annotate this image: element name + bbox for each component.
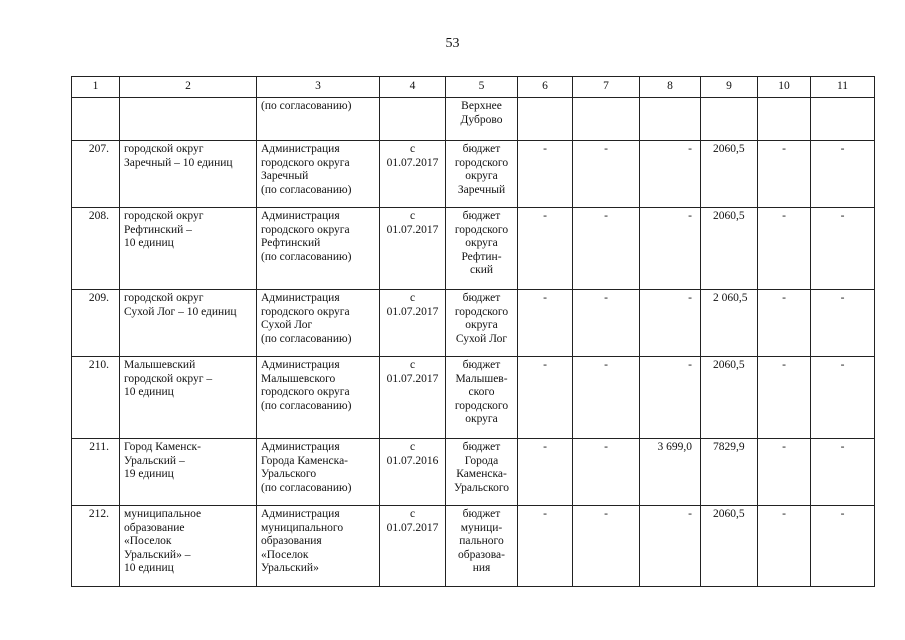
object-name: Город Каменск- Уральский – 19 единиц (120, 439, 257, 506)
header-cell: 11 (811, 77, 875, 98)
value-col-6: - (518, 290, 573, 357)
budget-table (71, 76, 875, 587)
funding-source: бюджет городского округа Рефтин- ский (446, 208, 518, 290)
value-col-10: - (758, 439, 811, 506)
value-col-11: - (811, 506, 875, 587)
funding-source: бюджет Города Каменска- Уральского (446, 439, 518, 506)
value-col-9: 7829,9 (701, 439, 758, 506)
value-col-7: - (573, 357, 640, 439)
value-col-6: - (518, 141, 573, 208)
start-date: с 01.07.2016 (380, 439, 446, 506)
table-row (72, 98, 875, 141)
value-col-6 (518, 98, 573, 141)
value-col-11: - (811, 141, 875, 208)
header-row (72, 77, 875, 98)
header-cell: 2 (120, 77, 257, 98)
value-col-9: 2060,5 (701, 141, 758, 208)
table-row (72, 439, 875, 506)
page-number: 53 (445, 36, 460, 51)
object-name (120, 98, 257, 141)
table-row (72, 290, 875, 357)
value-col-6: - (518, 439, 573, 506)
value-col-8: - (640, 290, 701, 357)
table-row (72, 141, 875, 208)
value-col-9: 2 060,5 (701, 290, 758, 357)
table-row (72, 357, 875, 439)
object-name: городской округ Заречный – 10 единиц (120, 141, 257, 208)
executor: Администрация Малышевского городского округа (по согласованию) (257, 357, 380, 439)
value-col-6: - (518, 208, 573, 290)
row-number: 209. (72, 290, 120, 357)
value-col-6: - (518, 357, 573, 439)
start-date: с 01.07.2017 (380, 357, 446, 439)
value-col-8 (640, 98, 701, 141)
start-date: с 01.07.2017 (380, 208, 446, 290)
value-col-9 (701, 98, 758, 141)
table-row (72, 208, 875, 290)
row-number: 207. (72, 141, 120, 208)
value-col-10: - (758, 141, 811, 208)
value-col-11 (811, 98, 875, 141)
start-date (380, 98, 446, 141)
value-col-7: - (573, 506, 640, 587)
funding-source: бюджет муници- пального образова- ния (446, 506, 518, 587)
value-col-11: - (811, 357, 875, 439)
start-date: с 01.07.2017 (380, 141, 446, 208)
row-number: 212. (72, 506, 120, 587)
value-col-10: - (758, 506, 811, 587)
object-name: городской округ Сухой Лог – 10 единиц (120, 290, 257, 357)
header-cell: 5 (446, 77, 518, 98)
value-col-9: 2060,5 (701, 506, 758, 587)
header-cell: 1 (72, 77, 120, 98)
value-col-10: - (758, 290, 811, 357)
start-date: с 01.07.2017 (380, 290, 446, 357)
funding-source: бюджет Малышев- ского городского округа (446, 357, 518, 439)
executor: Администрация муниципального образования «Поселок Уральский» (257, 506, 380, 587)
value-col-7: - (573, 208, 640, 290)
header-cell: 4 (380, 77, 446, 98)
value-col-11: - (811, 439, 875, 506)
funding-source: Верхнее Дуброво (446, 98, 518, 141)
row-number (72, 98, 120, 141)
header-cell: 3 (257, 77, 380, 98)
value-col-9: 2060,5 (701, 357, 758, 439)
value-col-8: - (640, 357, 701, 439)
value-col-7: - (573, 439, 640, 506)
object-name: городской округ Рефтинский – 10 единиц (120, 208, 257, 290)
executor: Администрация городского округа Рефтинский (по согласованию) (257, 208, 380, 290)
header-cell: 8 (640, 77, 701, 98)
header-cell: 6 (518, 77, 573, 98)
funding-source: бюджет городского округа Сухой Лог (446, 290, 518, 357)
value-col-10 (758, 98, 811, 141)
value-col-8: - (640, 208, 701, 290)
executor: Администрация городского округа Сухой Лог (по согласованию) (257, 290, 380, 357)
header-cell: 7 (573, 77, 640, 98)
funding-source: бюджет городского округа Заречный (446, 141, 518, 208)
start-date: с 01.07.2017 (380, 506, 446, 587)
value-col-11: - (811, 290, 875, 357)
executor: Администрация Города Каменска- Уральского (по согласованию) (257, 439, 380, 506)
value-col-6: - (518, 506, 573, 587)
value-col-8: - (640, 506, 701, 587)
value-col-10: - (758, 357, 811, 439)
header-cell: 10 (758, 77, 811, 98)
object-name: муниципальное образование «Поселок Уральский» – 10 единиц (120, 506, 257, 587)
value-col-11: - (811, 208, 875, 290)
header-cell: 9 (701, 77, 758, 98)
value-col-10: - (758, 208, 811, 290)
value-col-8: 3 699,0 (640, 439, 701, 506)
executor: Администрация городского округа Заречный (по согласованию) (257, 141, 380, 208)
value-col-8: - (640, 141, 701, 208)
object-name: Малышевский городской округ – 10 единиц (120, 357, 257, 439)
executor: (по согласованию) (257, 98, 380, 141)
value-col-9: 2060,5 (701, 208, 758, 290)
row-number: 211. (72, 439, 120, 506)
table-row (72, 506, 875, 587)
value-col-7 (573, 98, 640, 141)
value-col-7: - (573, 290, 640, 357)
row-number: 210. (72, 357, 120, 439)
value-col-7: - (573, 141, 640, 208)
row-number: 208. (72, 208, 120, 290)
